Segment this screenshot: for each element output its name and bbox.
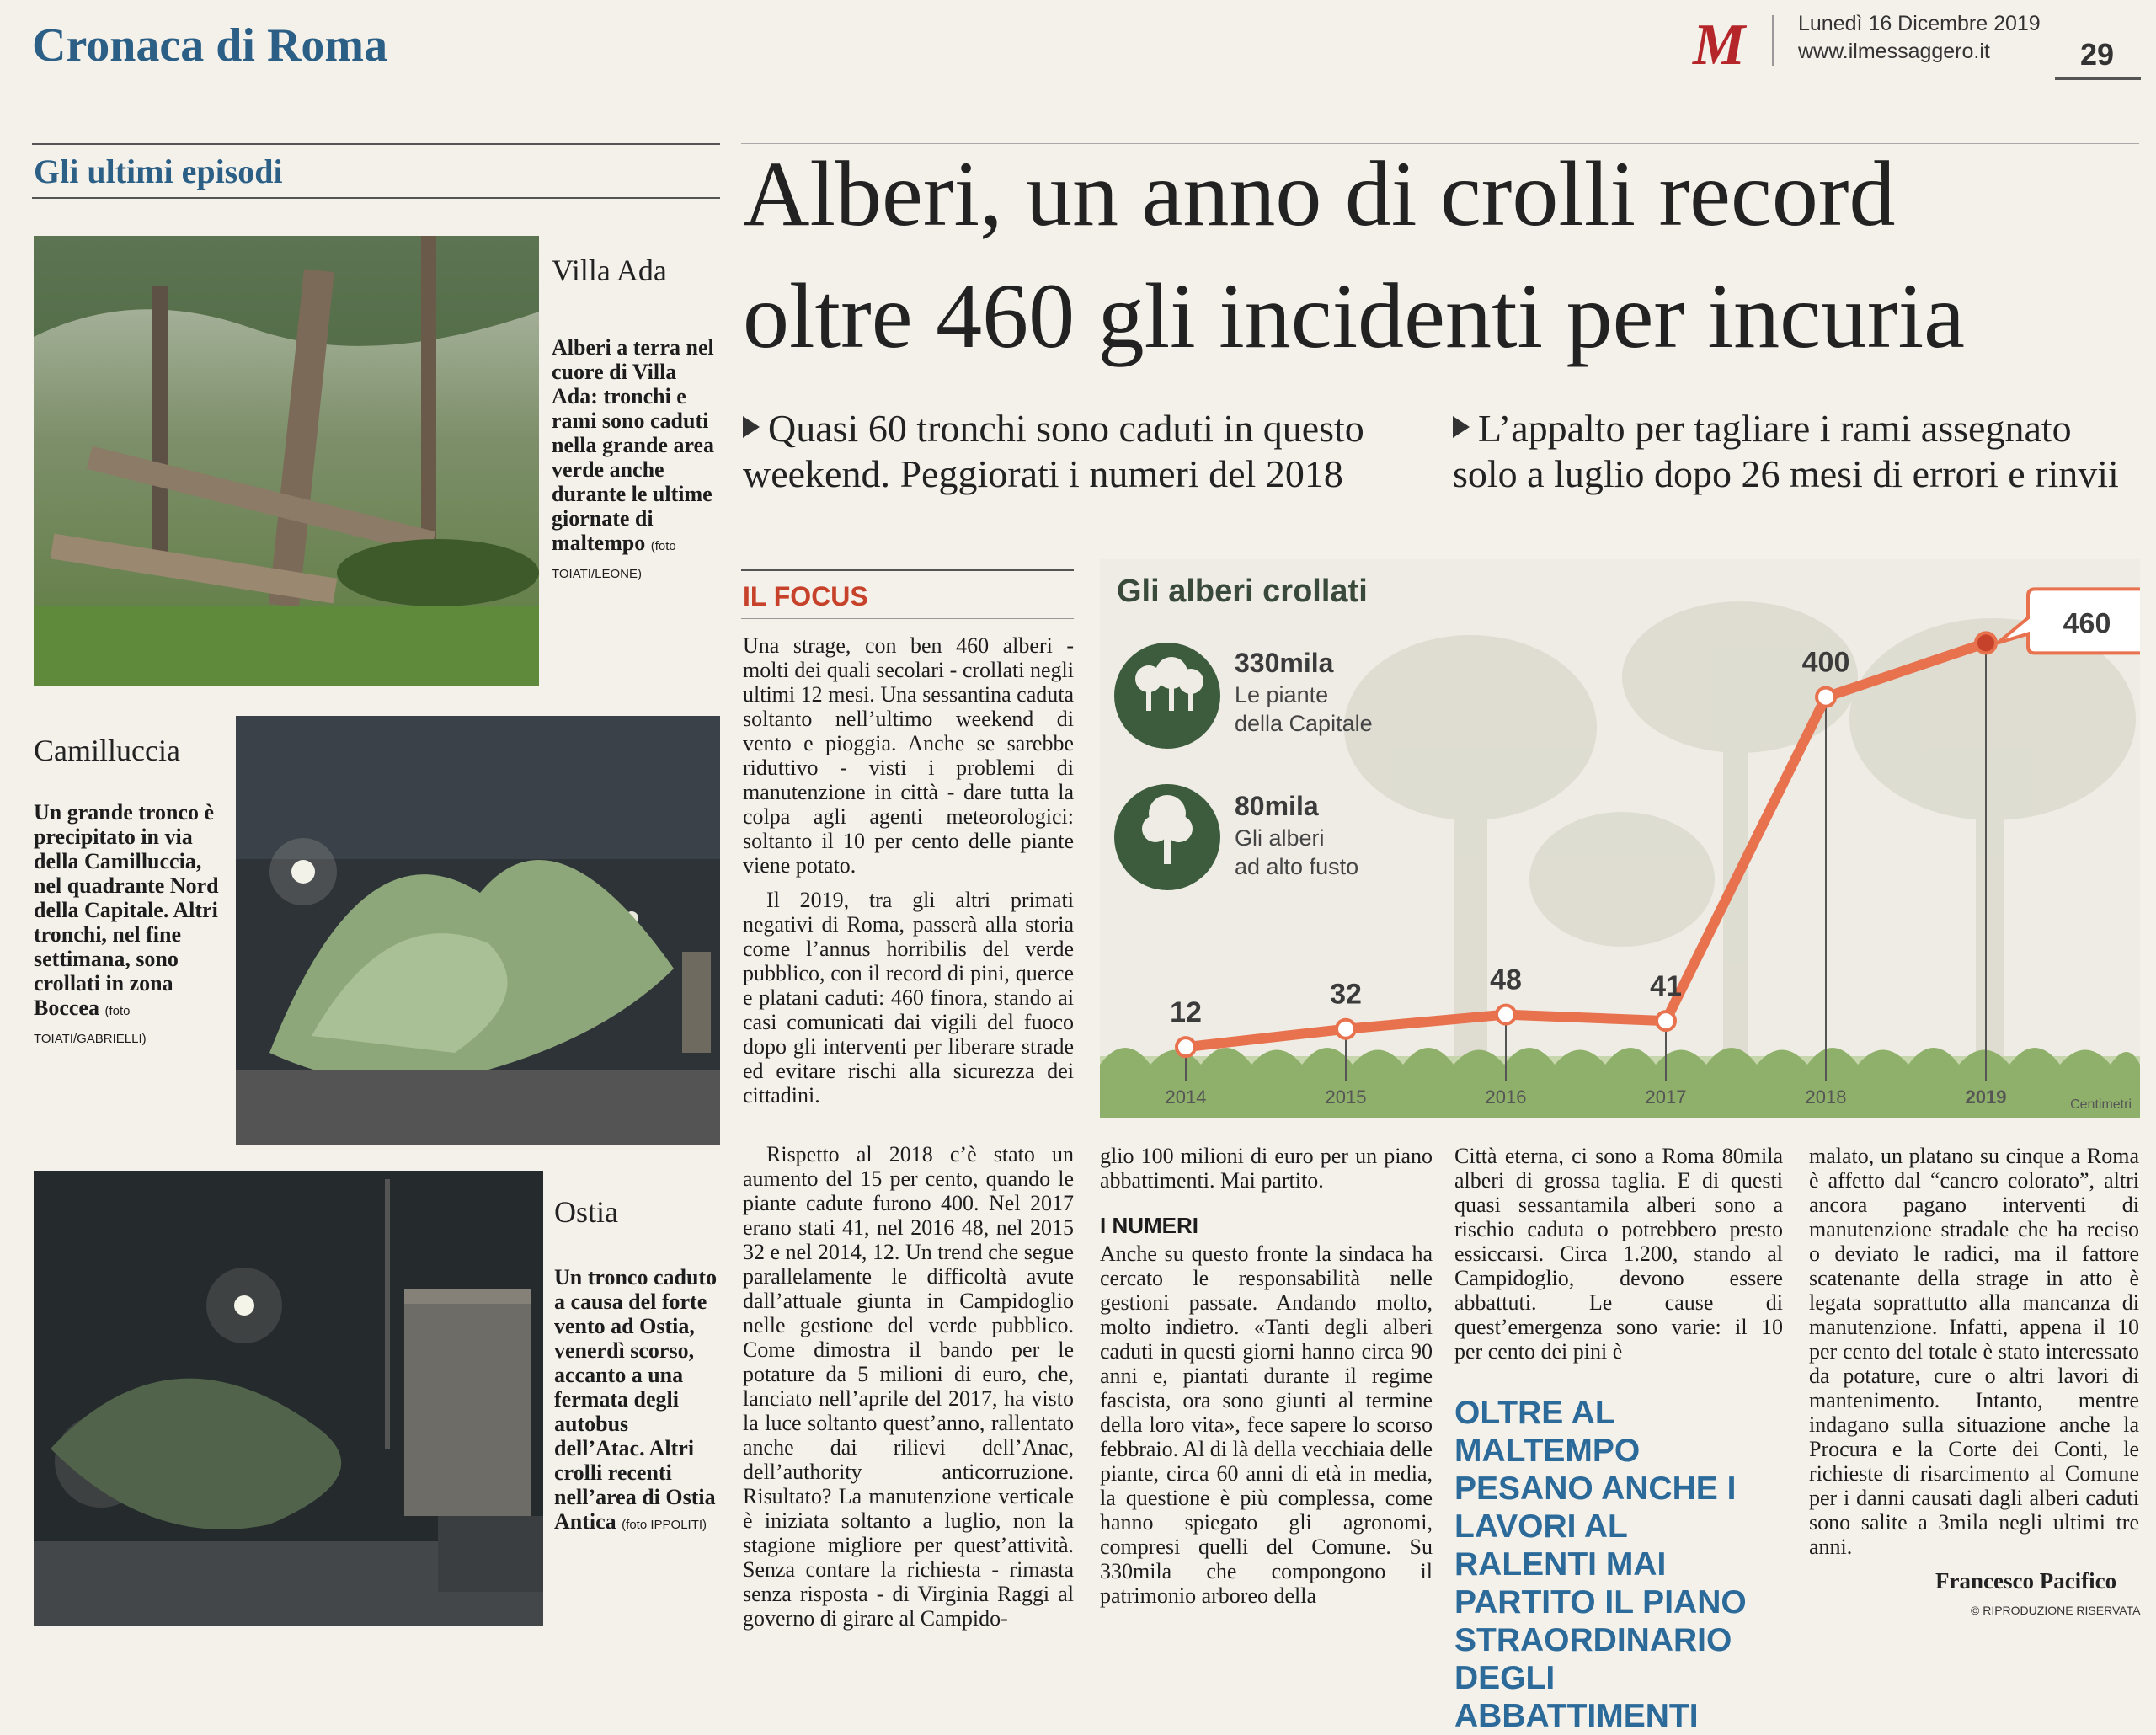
website: www.ilmessaggero.it	[1798, 40, 1990, 63]
x-tick-label: 2014	[1165, 1086, 1207, 1108]
chart-svg	[1100, 559, 2140, 1118]
masthead-divider	[1772, 15, 1774, 66]
data-label: 12	[1170, 996, 1202, 1029]
subhead-left	[743, 406, 1417, 497]
page-number-rule	[2055, 77, 2141, 80]
caption-villa-ada	[552, 335, 720, 586]
caption-text: Un tronco caduto a causa del forte vento ad Ostia, venerdì scorso, accanto a una fermata degli autobus dell’Atac. Altri crolli recenti nell’area di Ostia Antica	[554, 1265, 718, 1534]
headline-line-2: oltre 460 gli incidenti per incuria	[743, 264, 1965, 367]
bullet-triangle-icon	[1453, 416, 1470, 438]
photo-credit: (foto TOIATI/GABRIELLI)	[34, 1004, 147, 1046]
x-tick-label: 2017	[1645, 1086, 1687, 1108]
sidebar-top-rule	[32, 143, 720, 145]
photo-credit: (foto TOIATI/LEONE)	[552, 539, 676, 581]
data-point	[1497, 1006, 1515, 1024]
col2-paragraph-start: glio 100 milioni di euro per un piano abbattimenti. Mai partito.	[1100, 1144, 1433, 1193]
focus-top-rule	[741, 569, 1074, 571]
x-tick-label: 2015	[1325, 1086, 1367, 1108]
data-label: 460	[2063, 607, 2111, 640]
caption-text: Un grande tronco è precipitato in via della Camilluccia, nel quadrante Nord della Capitale. Altri tronchi, nel fine settimana, sono crollati in zona Boccea	[34, 800, 219, 1020]
data-label: 400	[1801, 646, 1850, 679]
stat-plants	[1114, 643, 1373, 749]
focus-paragraph-2: Il 2019, tra gli altri primati negativi di Roma, passerà alla storia come l’annus horribilis del verde pubblico, con il record di pini, querce e platani caduti: 460 finora, stando ai casi comunicati dai vigili del fuoco dopo gli interventi per liberare strade ed evitare rischi alla sicurezza dei cittadini.	[743, 888, 1074, 1108]
stat-value: 330mila	[1235, 648, 1334, 678]
stat-value: 80mila	[1235, 791, 1319, 821]
col2-paragraph-numeri: Anche su questo fronte la sindaca ha cercato le responsabilità nelle gestioni passate. Andando molto, molto indietro. «Tanti degli alberi caduti in questi giorni hanno circa 90 anni e, piantati durante il regime fascista, ora sono giunti al termine della loro vita», fece sapere lo scorso febbraio. Al di là della vecchiaia delle piante, circa 60 anni di età in media, la questione è più complessa, come hanno spiegato gli agronomi, compresi quelli del Comune. Su 330mila che compongono il patrimonio arboreo della	[1100, 1241, 1433, 1608]
data-point	[1817, 688, 1835, 707]
caption-ostia	[554, 1265, 723, 1537]
data-label: 41	[1650, 970, 1682, 1003]
place-camilluccia: Camilluccia	[34, 734, 180, 767]
data-label: 32	[1330, 978, 1362, 1011]
data-point	[1177, 1038, 1195, 1056]
stat-label-line-2: ad alto fusto	[1235, 854, 1359, 879]
data-point	[1976, 633, 1996, 653]
stat-tall-trees	[1114, 784, 1358, 890]
sidebar-header-rule	[32, 197, 720, 199]
subhead-text: Quasi 60 tronchi sono caduti in questo weekend. Peggiorati i numeri del 2018	[743, 407, 1364, 495]
stat-label-line-1: Gli alberi	[1235, 825, 1325, 851]
x-tick-label: 2016	[1485, 1086, 1527, 1108]
chart-source: Centimetri	[2070, 1097, 2132, 1112]
photo-camilluccia	[236, 716, 720, 1145]
focus-paragraph-3: Rispetto al 2018 c’è stato un aumento del 15 per cento, quando le piante cadute furono 400. Nel 2017 erano stati 41, nel 2016 48, nel 2015 32 e nel 2014, 12. Un trend che segue parallelamente le difficoltà avute dall’attuale giunta in Campidoglio nelle gestione del verde pubblico. Come dimostra il bando per le potature da 5 milioni di euro, che, lanciato nell’aprile del 2017, ha visto la luce soltanto quest’anno, rallentato anche dai rilievi dell’Anac, dell’authority anticorruzione. Risultato? La manutenzione verticale è iniziata soltanto a luglio, non la stagione migliore per quest’attività. Senza contare la richiesta - rimasta senza risposta - di Virginia Raggi al governo di girare al Campido-	[743, 1142, 1074, 1631]
place-villa-ada: Villa Ada	[552, 254, 667, 287]
subhead-text: L’appalto per tagliare i rami assegnato solo a luglio dopo 26 mesi di errori e rinvii	[1453, 407, 2119, 495]
background-trees	[1344, 601, 2136, 1056]
headline-line-1: Alberi, un anno di crolli record	[743, 142, 1896, 245]
page-number: 29	[2080, 37, 2115, 72]
numeri-section-label: I NUMERI	[1100, 1213, 1198, 1238]
bullet-triangle-icon	[743, 416, 760, 438]
photo-credit: (foto IPPOLITI)	[622, 1518, 707, 1532]
infographic-chart	[1100, 559, 2140, 1118]
section-title: Cronaca di Roma	[32, 19, 388, 72]
place-ostia: Ostia	[554, 1195, 618, 1229]
sidebar-header: Gli ultimi episodi	[34, 152, 283, 190]
focus-paragraph-1: Una strage, con ben 460 alberi - molti dei quali secolari - crollati negli ultimi 12 mesi. Una sessantina caduta soltanto nell’ultimo weekend di vento e pioggia. Anche se sarebbe riduttivo - visti i problemi di manutenzione in città - dare tutta la colpa agli agenti meteorologici: soltanto il 10 per cento delle piante viene potato.	[743, 633, 1074, 878]
caption-text: Alberi a terra nel cuore di Villa Ada: tronchi e rami sono caduti nella grande area verde anche durante le ultime giornate di maltempo	[552, 335, 715, 555]
chart-title: Gli alberi crollati	[1117, 574, 1368, 609]
subhead-right	[1453, 406, 2143, 497]
stat-label-line-2: della Capitale	[1235, 711, 1373, 736]
caption-camilluccia	[34, 800, 223, 1051]
photo-villa-ada	[34, 236, 539, 686]
data-point	[1657, 1012, 1675, 1030]
data-label: 48	[1490, 964, 1522, 996]
newspaper-logo: M	[1693, 13, 1746, 77]
author-byline: Francesco Pacifico	[1935, 1568, 2117, 1594]
photo-ostia	[34, 1171, 543, 1626]
stat-label-line-1: Le piante	[1235, 682, 1329, 707]
pullquote: OLTRE AL MALTEMPO PESANO ANCHE I LAVORI AL RALENTI MAI PARTITO IL PIANO STRAORDINARIO DEGLI ABBATTIMENTI	[1454, 1395, 1747, 1734]
x-tick-label: 2018	[1805, 1086, 1847, 1108]
data-point	[1337, 1020, 1355, 1038]
x-tick-label: 2019	[1965, 1086, 2007, 1108]
focus-label: IL FOCUS	[743, 581, 868, 611]
col4-paragraph: malato, un platano su cinque a Roma è affetto dal “cancro colorato”, altri ancora pagano interventi di manutenzione stradale che ha reciso o deviato le radici, ma il fattore scatenante della strage in atto è legata soprattutto alla mancanza di manutenzione. Infatti, appena il 10 per cento del totale è stato interessato da potature, cure o altri lavori di mantenimento. Intanto, mentre indagano sulla situazione anche la Procura e la Corte dei Conti, le richieste di risarcimento al Comune per i danni causati dagli alberi caduti sono salite a 3mila negli ultimi tre anni.	[1809, 1144, 2139, 1559]
focus-label-rule	[741, 618, 1074, 619]
copyright-notice: © RIPRODUZIONE RISERVATA	[1971, 1604, 2141, 1617]
col3-paragraph: Città eterna, ci sono a Roma 80mila alberi di grossa taglia. E di questi quasi sessantamila alberi sono a rischio caduta o potrebbero presto essiccarsi. Circa 1.200, stando al Campidoglio, devono essere abbattuti. Le cause di quest’emergenza sono varie: il 10 per cento dei pini è	[1454, 1144, 1783, 1364]
issue-date: Lunedì 16 Dicembre 2019	[1798, 12, 2041, 35]
